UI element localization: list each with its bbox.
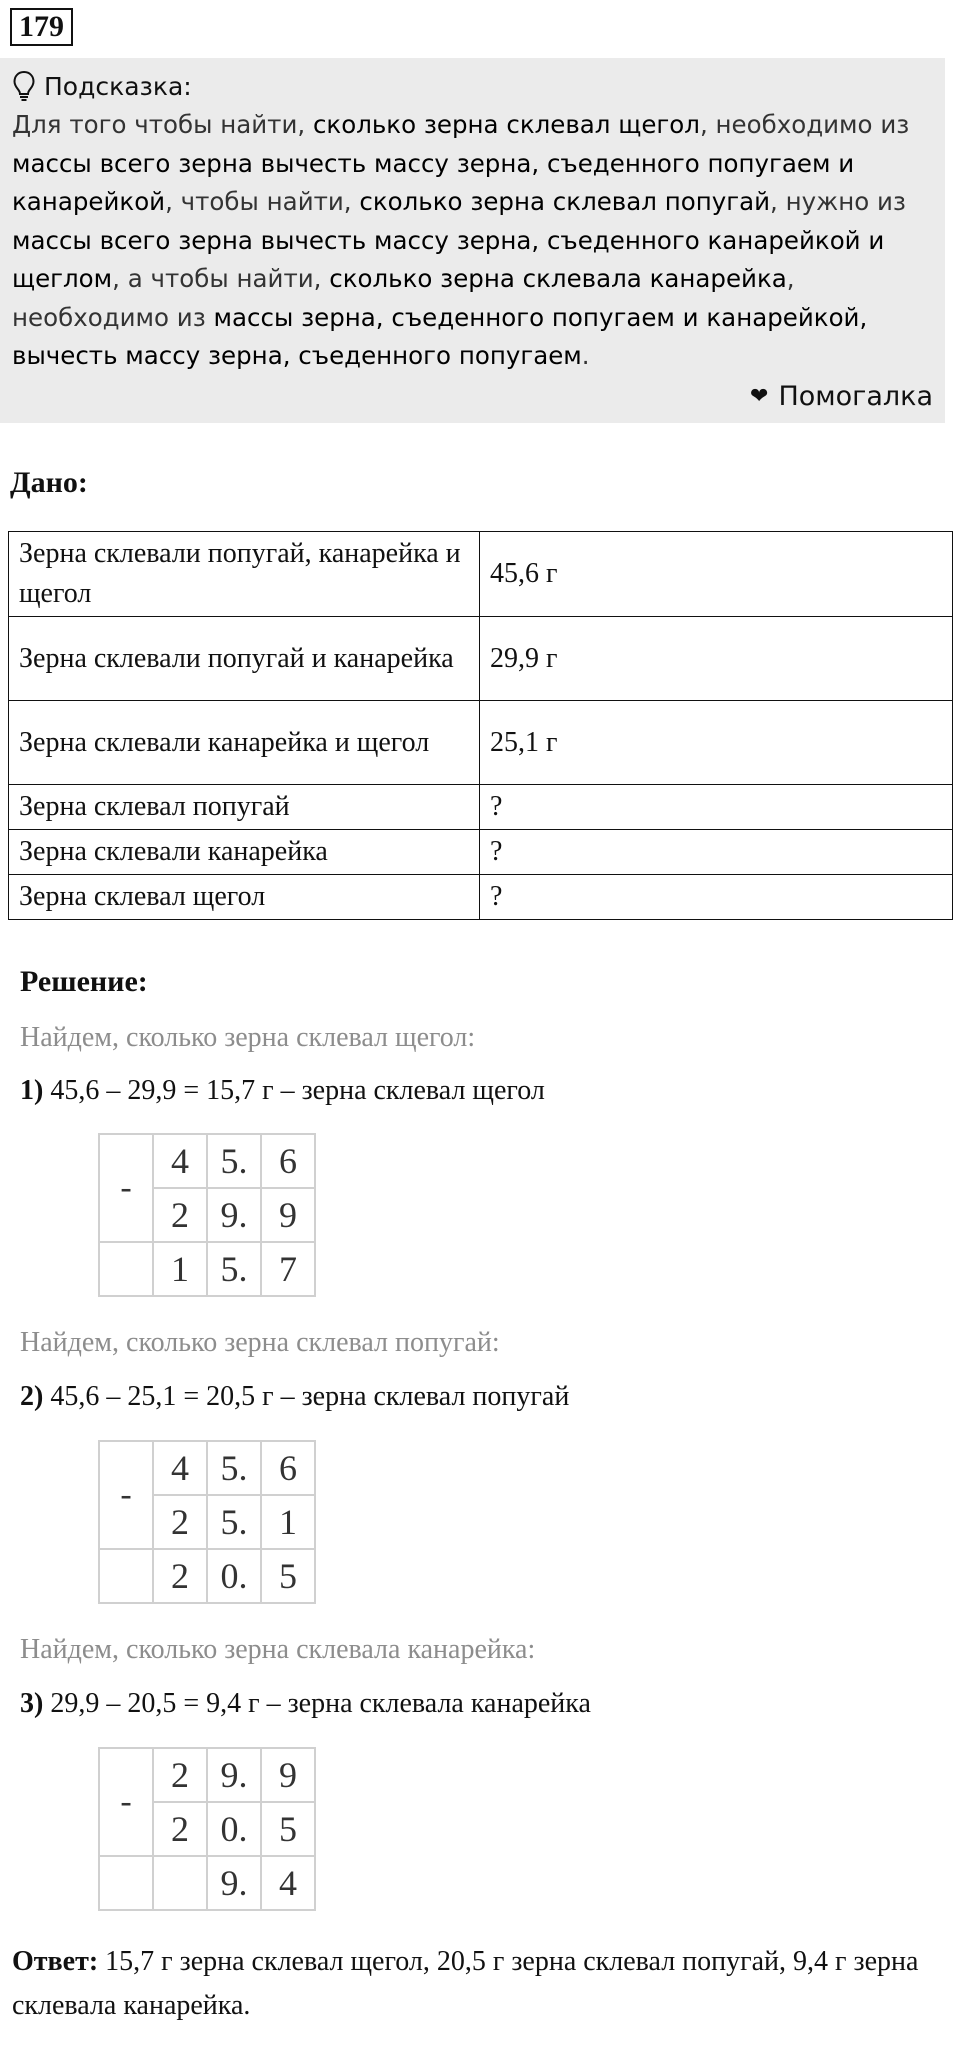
- digit: 0.: [207, 1802, 261, 1856]
- hint-key-phrase: массы всего зерна вычесть массу зерна, съеденного канарейкой и щеглом: [12, 225, 885, 293]
- digit: 2: [153, 1549, 207, 1603]
- hint-text: [12, 106, 933, 376]
- hint-header: [12, 66, 933, 106]
- hint-box: [0, 58, 945, 423]
- digit: 0.: [207, 1549, 261, 1603]
- digit: 5: [261, 1549, 315, 1603]
- task-number: 179: [10, 8, 73, 46]
- digit: 5.: [207, 1441, 261, 1495]
- answer: [12, 1940, 947, 2028]
- given-label: Зерна склевал щегол: [9, 875, 480, 920]
- hint-key-phrase: сколько зерна склевал попугай: [359, 187, 771, 216]
- digit: 5.: [207, 1134, 261, 1188]
- digit: 9.: [207, 1856, 261, 1910]
- minus-sign: -: [99, 1441, 153, 1549]
- given-value: 29,9 г: [480, 617, 953, 701]
- step-note: Найдем, сколько зерна склевал попугай:: [20, 1327, 500, 1358]
- hint-text-segment: , нужно из: [770, 187, 906, 216]
- given-row: [9, 830, 953, 875]
- digit: 2: [153, 1188, 207, 1242]
- given-value: ?: [480, 875, 953, 920]
- lightbulb-icon: [12, 70, 36, 102]
- given-value: 45,6 г: [480, 532, 953, 617]
- hint-text-segment: , чтобы найти,: [165, 187, 360, 216]
- step-number: 1): [20, 1075, 44, 1106]
- digit: [153, 1856, 207, 1910]
- step-number: 2): [20, 1381, 44, 1412]
- hint-key-phrase: массы зерна, съеденного попугаем и канарейкой, вычесть массу зерна, съеденного попугаем: [12, 302, 868, 370]
- digit: 4: [153, 1441, 207, 1495]
- hint-footer[interactable]: [750, 376, 933, 416]
- column-subtraction: [98, 1747, 316, 1911]
- hint-key-phrase: массы всего зерна вычесть массу зерна, съеденного попугаем и канарейкой: [12, 148, 855, 216]
- given-value: ?: [480, 785, 953, 830]
- digit: 4: [153, 1134, 207, 1188]
- step-expression: [20, 1075, 545, 1107]
- digit: 6: [261, 1441, 315, 1495]
- given-label: Зерна склевал попугай: [9, 785, 480, 830]
- digit: 9: [261, 1188, 315, 1242]
- hint-key-phrase: сколько зерна склевала канарейка: [329, 264, 787, 293]
- hint-text-segment: Для того чтобы найти,: [12, 110, 313, 139]
- digit: 4: [261, 1856, 315, 1910]
- minus-sign: -: [99, 1134, 153, 1242]
- step-expression: [20, 1688, 591, 1720]
- digit: 5.: [207, 1242, 261, 1296]
- digit: 9.: [207, 1748, 261, 1802]
- step-note: Найдем, сколько зерна склевал щегол:: [20, 1022, 476, 1053]
- empty-cell: [99, 1549, 153, 1603]
- given-row: [9, 532, 953, 617]
- given-label: Зерна склевали канарейка и щегол: [9, 701, 480, 785]
- given-label: Зерна склевали попугай и канарейка: [9, 617, 480, 701]
- digit: 2: [153, 1495, 207, 1549]
- column-subtraction: [98, 1133, 316, 1297]
- minus-sign: -: [99, 1748, 153, 1856]
- step-expr-text: 29,9 – 20,5 = 9,4 г – зерна склевала канарейка: [50, 1688, 591, 1719]
- hint-text-segment: , необходимо из: [699, 110, 910, 139]
- column-subtraction: [98, 1440, 316, 1604]
- hint-text-segment: , необходимо из: [12, 264, 795, 332]
- digit: 9.: [207, 1188, 261, 1242]
- given-label: Зерна склевали канарейка: [9, 830, 480, 875]
- hint-footer-label[interactable]: Помогалка: [778, 380, 933, 412]
- hint-text-segment: , а чтобы найти,: [112, 264, 330, 293]
- hint-text-segment: .: [581, 341, 590, 370]
- digit: 2: [153, 1802, 207, 1856]
- hint-title: Подсказка:: [44, 71, 192, 101]
- given-row: [9, 701, 953, 785]
- answer-text: 15,7 г зерна склевал щегол, 20,5 г зерна склевал попугай, 9,4 г зерна склевала канарейка.: [12, 1946, 919, 2021]
- digit: 6: [261, 1134, 315, 1188]
- given-title: Дано:: [10, 466, 88, 499]
- digit: 1: [261, 1495, 315, 1549]
- given-label: Зерна склевали попугай, канарейка и щегол: [9, 532, 480, 617]
- given-row: [9, 875, 953, 920]
- digit: 9: [261, 1748, 315, 1802]
- given-row: [9, 617, 953, 701]
- empty-cell: [99, 1242, 153, 1296]
- hint-key-phrase: сколько зерна склевал щегол: [312, 110, 700, 139]
- digit: 5: [261, 1802, 315, 1856]
- digit: 5.: [207, 1495, 261, 1549]
- given-table: [8, 531, 953, 920]
- given-value: ?: [480, 830, 953, 875]
- digit: 7: [261, 1242, 315, 1296]
- answer-label: Ответ:: [12, 1946, 99, 1977]
- empty-cell: [99, 1856, 153, 1910]
- digit: 2: [153, 1748, 207, 1802]
- heart-icon: ❤: [750, 383, 769, 409]
- given-row: [9, 785, 953, 830]
- step-expr-text: 45,6 – 25,1 = 20,5 г – зерна склевал попугай: [50, 1381, 570, 1412]
- step-note: Найдем, сколько зерна склевала канарейка:: [20, 1634, 536, 1665]
- step-expr-text: 45,6 – 29,9 = 15,7 г – зерна склевал щегол: [50, 1075, 545, 1106]
- step-expression: [20, 1381, 569, 1413]
- given-value: 25,1 г: [480, 701, 953, 785]
- solution-title: Решение:: [20, 965, 148, 998]
- step-number: 3): [20, 1688, 44, 1719]
- digit: 1: [153, 1242, 207, 1296]
